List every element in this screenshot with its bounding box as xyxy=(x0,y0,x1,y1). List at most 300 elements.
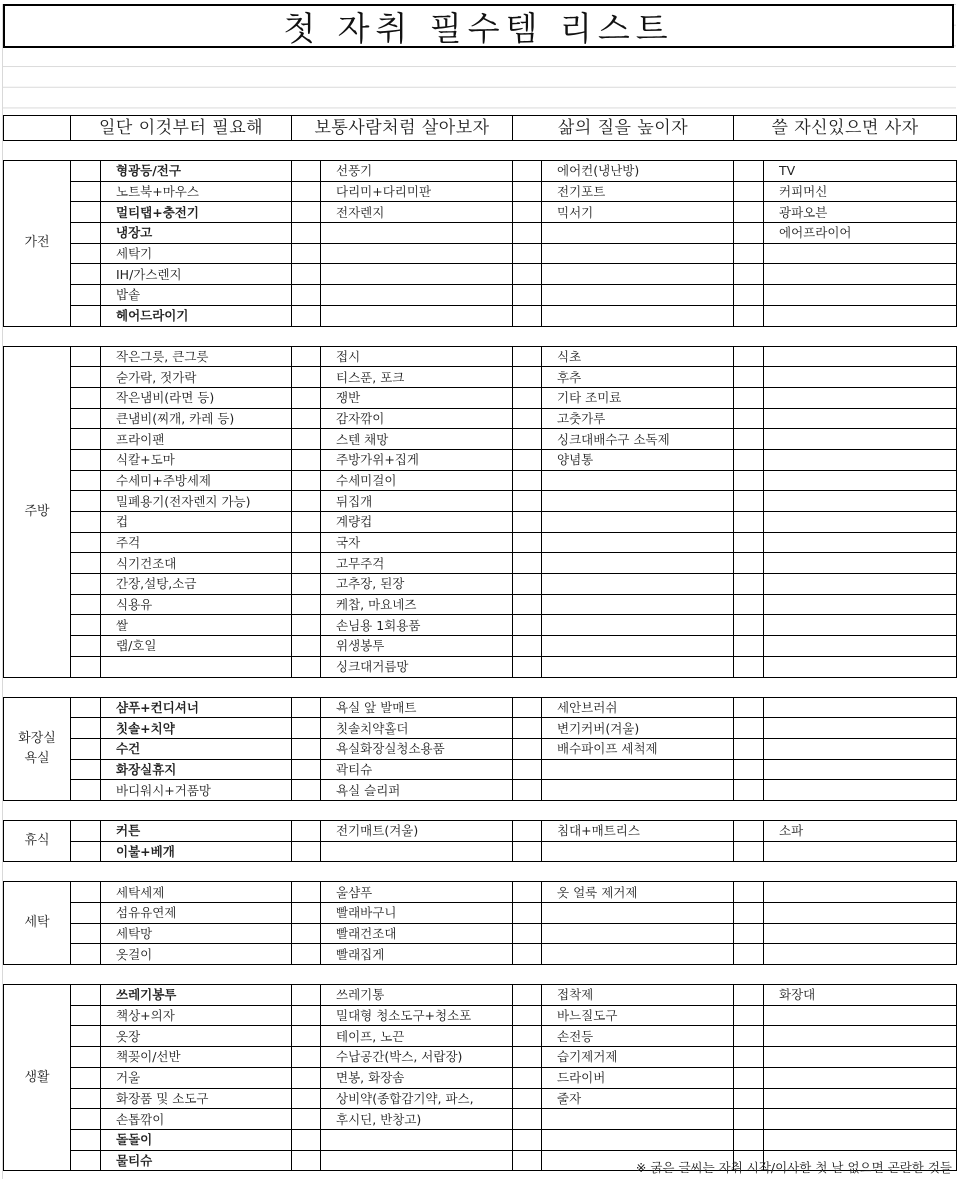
item-cell: 소파 xyxy=(764,820,957,841)
checkbox-cell[interactable] xyxy=(71,285,101,306)
category-label: 생활 xyxy=(4,985,71,1171)
checkbox-cell[interactable] xyxy=(734,1129,764,1150)
checkbox-cell[interactable] xyxy=(71,161,101,182)
table-row xyxy=(4,574,957,595)
table-row xyxy=(4,264,957,285)
checkbox-cell[interactable] xyxy=(292,923,321,944)
item-cell: 식칼+도마 xyxy=(101,449,292,470)
checkbox-cell[interactable] xyxy=(292,985,321,1006)
checkbox-cell[interactable] xyxy=(292,346,321,367)
checkbox-cell[interactable] xyxy=(71,243,101,264)
checkbox-cell[interactable] xyxy=(734,923,764,944)
item-cell: 화장품 및 소도구 xyxy=(101,1088,292,1109)
checkbox-cell[interactable] xyxy=(71,594,101,615)
checkbox-cell[interactable] xyxy=(292,553,321,574)
checkbox-cell[interactable] xyxy=(292,491,321,512)
checkbox-cell[interactable] xyxy=(513,697,542,718)
item-cell xyxy=(542,923,734,944)
item-cell: 침대+매트리스 xyxy=(542,820,734,841)
checkbox-cell[interactable] xyxy=(71,1150,101,1171)
checkbox-cell[interactable] xyxy=(734,1005,764,1026)
checkbox-cell[interactable] xyxy=(513,759,542,780)
checkbox-cell[interactable] xyxy=(71,1088,101,1109)
item-cell xyxy=(542,574,734,595)
checkbox-cell[interactable] xyxy=(71,387,101,408)
checkbox-cell[interactable] xyxy=(71,449,101,470)
item-cell xyxy=(764,1129,957,1150)
item-cell: 욕실 앞 발매트 xyxy=(321,697,513,718)
checkbox-cell[interactable] xyxy=(734,305,764,326)
item-cell: 뒤집개 xyxy=(321,491,513,512)
item-cell xyxy=(764,615,957,636)
checkbox-cell[interactable] xyxy=(734,780,764,801)
checkbox-cell[interactable] xyxy=(734,161,764,182)
checkbox-cell[interactable] xyxy=(513,408,542,429)
item-cell xyxy=(764,759,957,780)
item-cell: 스텐 채망 xyxy=(321,429,513,450)
checkbox-cell[interactable] xyxy=(513,553,542,574)
checkbox-cell[interactable] xyxy=(513,161,542,182)
checkbox-cell[interactable] xyxy=(71,367,101,388)
item-cell xyxy=(542,656,734,677)
checkbox-cell[interactable] xyxy=(513,387,542,408)
item-cell xyxy=(542,1129,734,1150)
checkbox-cell[interactable] xyxy=(734,346,764,367)
item-cell: 옷장 xyxy=(101,1026,292,1047)
item-cell: TV xyxy=(764,161,957,182)
checkbox-cell[interactable] xyxy=(292,738,321,759)
item-cell: 섬유유연제 xyxy=(101,903,292,924)
checkbox-cell[interactable] xyxy=(292,1129,321,1150)
checkbox-cell[interactable] xyxy=(513,574,542,595)
item-cell: 책꽂이/선반 xyxy=(101,1047,292,1068)
item-cell: 곽티슈 xyxy=(321,759,513,780)
item-cell xyxy=(764,264,957,285)
item-cell: 전기매트(겨울) xyxy=(321,820,513,841)
table-row xyxy=(4,305,957,326)
checkbox-cell[interactable] xyxy=(292,1026,321,1047)
item-cell: 에어컨(냉난방) xyxy=(542,161,734,182)
checkbox-cell[interactable] xyxy=(513,1088,542,1109)
checkbox-cell[interactable] xyxy=(71,1109,101,1130)
item-cell: 헤어드라이기 xyxy=(101,305,292,326)
table-row xyxy=(4,470,957,491)
checkbox-cell[interactable] xyxy=(513,1047,542,1068)
checkbox-cell[interactable] xyxy=(513,264,542,285)
checkbox-cell[interactable] xyxy=(513,594,542,615)
item-cell xyxy=(764,367,957,388)
checkbox-cell[interactable] xyxy=(513,429,542,450)
checkbox-cell[interactable] xyxy=(734,429,764,450)
checkbox-cell[interactable] xyxy=(71,841,101,862)
checkbox-cell[interactable] xyxy=(734,470,764,491)
checkbox-cell[interactable] xyxy=(292,532,321,553)
item-cell: 접착제 xyxy=(542,985,734,1006)
checkbox-cell[interactable] xyxy=(292,223,321,244)
checkbox-cell[interactable] xyxy=(71,512,101,533)
checkbox-cell[interactable] xyxy=(292,1005,321,1026)
header-corner xyxy=(4,116,71,141)
checkbox-cell[interactable] xyxy=(71,985,101,1006)
item-cell xyxy=(542,512,734,533)
item-cell: 칫솔+치약 xyxy=(101,718,292,739)
checkbox-cell[interactable] xyxy=(292,1088,321,1109)
checkbox-cell[interactable] xyxy=(292,429,321,450)
item-cell xyxy=(542,903,734,924)
checkbox-cell[interactable] xyxy=(71,882,101,903)
item-cell: 쓰레기봉투 xyxy=(101,985,292,1006)
checkbox-cell[interactable] xyxy=(513,615,542,636)
item-cell: 국자 xyxy=(321,532,513,553)
category-label: 휴식 xyxy=(4,820,71,861)
checkbox-cell[interactable] xyxy=(292,903,321,924)
checkbox-cell[interactable] xyxy=(71,615,101,636)
item-cell: 테이프, 노끈 xyxy=(321,1026,513,1047)
item-cell: 밥솥 xyxy=(101,285,292,306)
item-cell: 컵 xyxy=(101,512,292,533)
checkbox-cell[interactable] xyxy=(292,944,321,965)
item-cell xyxy=(764,738,957,759)
table-row xyxy=(4,841,957,862)
checkbox-cell[interactable] xyxy=(292,449,321,470)
checkbox-cell[interactable] xyxy=(292,718,321,739)
item-cell: 선풍기 xyxy=(321,161,513,182)
checkbox-cell[interactable] xyxy=(71,1129,101,1150)
item-cell: 프라이팬 xyxy=(101,429,292,450)
checkbox-cell[interactable] xyxy=(71,903,101,924)
spacer-cell xyxy=(4,677,957,697)
checkbox-cell[interactable] xyxy=(513,841,542,862)
checkbox-cell[interactable] xyxy=(513,1109,542,1130)
checkbox-cell[interactable] xyxy=(292,1109,321,1130)
item-cell xyxy=(764,408,957,429)
item-cell: 랩/호일 xyxy=(101,636,292,657)
checkbox-cell[interactable] xyxy=(734,574,764,595)
item-cell xyxy=(542,223,734,244)
checkbox-cell[interactable] xyxy=(292,820,321,841)
checkbox-cell[interactable] xyxy=(734,594,764,615)
item-cell: 식초 xyxy=(542,346,734,367)
checkbox-cell[interactable] xyxy=(292,1067,321,1088)
checkbox-cell[interactable] xyxy=(734,656,764,677)
checkbox-cell[interactable] xyxy=(292,243,321,264)
checkbox-cell[interactable] xyxy=(292,574,321,595)
checkbox-cell[interactable] xyxy=(513,181,542,202)
checkbox-cell[interactable] xyxy=(292,697,321,718)
item-cell xyxy=(542,944,734,965)
checkbox-cell[interactable] xyxy=(513,738,542,759)
checkbox-cell[interactable] xyxy=(734,285,764,306)
item-cell xyxy=(764,780,957,801)
spacer-cell xyxy=(4,965,957,985)
checkbox-cell[interactable] xyxy=(292,656,321,677)
item-cell: 면봉, 화장솜 xyxy=(321,1067,513,1088)
checkbox-cell[interactable] xyxy=(71,491,101,512)
checkbox-cell[interactable] xyxy=(513,512,542,533)
checkbox-cell[interactable] xyxy=(734,985,764,1006)
checkbox-cell[interactable] xyxy=(71,718,101,739)
item-cell: 빨래집게 xyxy=(321,944,513,965)
checkbox-cell[interactable] xyxy=(734,181,764,202)
spacer-cell xyxy=(4,800,957,820)
checkbox-cell[interactable] xyxy=(292,841,321,862)
item-cell xyxy=(764,656,957,677)
checkbox-cell[interactable] xyxy=(71,923,101,944)
checkbox-cell[interactable] xyxy=(292,882,321,903)
checkbox-cell[interactable] xyxy=(734,367,764,388)
table-row xyxy=(4,923,957,944)
column-header: 보통사람처럼 살아보자 xyxy=(292,116,513,141)
checkbox-cell[interactable] xyxy=(292,759,321,780)
checkbox-cell[interactable] xyxy=(71,697,101,718)
item-cell: 노트북+마우스 xyxy=(101,181,292,202)
item-cell: 고무주걱 xyxy=(321,553,513,574)
checkbox-cell[interactable] xyxy=(513,491,542,512)
checkbox-cell[interactable] xyxy=(734,512,764,533)
item-cell xyxy=(542,491,734,512)
checkbox-cell[interactable] xyxy=(513,1150,542,1171)
checkbox-cell[interactable] xyxy=(71,1067,101,1088)
checkbox-cell[interactable] xyxy=(292,780,321,801)
checkbox-cell[interactable] xyxy=(734,264,764,285)
checkbox-cell[interactable] xyxy=(513,1129,542,1150)
checkbox-cell[interactable] xyxy=(292,387,321,408)
checkbox-cell[interactable] xyxy=(734,223,764,244)
category-label: 화장실 욕실 xyxy=(4,697,71,800)
item-cell: IH/가스렌지 xyxy=(101,264,292,285)
checkbox-cell[interactable] xyxy=(71,223,101,244)
item-cell: 거울 xyxy=(101,1067,292,1088)
checkbox-cell[interactable] xyxy=(71,429,101,450)
table-row xyxy=(4,738,957,759)
checkbox-cell[interactable] xyxy=(513,532,542,553)
checkbox-cell[interactable] xyxy=(513,243,542,264)
item-cell xyxy=(764,1109,957,1130)
checkbox-cell[interactable] xyxy=(71,738,101,759)
checkbox-cell[interactable] xyxy=(513,285,542,306)
checkbox-cell[interactable] xyxy=(513,780,542,801)
table-row xyxy=(4,285,957,306)
item-cell xyxy=(542,1109,734,1130)
checkbox-cell[interactable] xyxy=(513,1005,542,1026)
checkbox-cell[interactable] xyxy=(71,944,101,965)
checkbox-cell[interactable] xyxy=(71,656,101,677)
checkbox-cell[interactable] xyxy=(292,202,321,223)
item-cell: 케찹, 마요네즈 xyxy=(321,594,513,615)
checkbox-cell[interactable] xyxy=(734,1109,764,1130)
checkbox-cell[interactable] xyxy=(513,346,542,367)
checkbox-cell[interactable] xyxy=(71,181,101,202)
checkbox-cell[interactable] xyxy=(734,759,764,780)
checkbox-cell[interactable] xyxy=(734,944,764,965)
checkbox-cell[interactable] xyxy=(71,346,101,367)
checkbox-cell[interactable] xyxy=(292,512,321,533)
item-cell xyxy=(764,923,957,944)
checkbox-cell[interactable] xyxy=(292,1047,321,1068)
table-row xyxy=(4,944,957,965)
checkbox-cell[interactable] xyxy=(71,305,101,326)
checkbox-cell[interactable] xyxy=(734,738,764,759)
item-cell: 작은냄비(라면 등) xyxy=(101,387,292,408)
checkbox-cell[interactable] xyxy=(734,1067,764,1088)
checkbox-cell[interactable] xyxy=(71,636,101,657)
checkbox-cell[interactable] xyxy=(513,202,542,223)
checkbox-cell[interactable] xyxy=(513,223,542,244)
checkbox-cell[interactable] xyxy=(734,532,764,553)
checkbox-cell[interactable] xyxy=(292,594,321,615)
item-cell xyxy=(764,491,957,512)
item-cell xyxy=(764,1067,957,1088)
checkbox-cell[interactable] xyxy=(513,636,542,657)
checkbox-cell[interactable] xyxy=(513,449,542,470)
column-header: 삶의 질을 높이자 xyxy=(513,116,734,141)
item-cell xyxy=(764,305,957,326)
table-row xyxy=(4,636,957,657)
item-cell: 싱크대거름망 xyxy=(321,656,513,677)
checkbox-cell[interactable] xyxy=(71,470,101,491)
checkbox-cell[interactable] xyxy=(292,470,321,491)
checkbox-cell[interactable] xyxy=(71,574,101,595)
item-cell xyxy=(321,1150,513,1171)
checkbox-cell[interactable] xyxy=(513,944,542,965)
checkbox-cell[interactable] xyxy=(734,903,764,924)
checkbox-cell[interactable] xyxy=(734,243,764,264)
item-cell xyxy=(542,243,734,264)
item-cell: 쓰레기통 xyxy=(321,985,513,1006)
checkbox-cell[interactable] xyxy=(292,264,321,285)
checkbox-cell[interactable] xyxy=(734,1026,764,1047)
checkbox-cell[interactable] xyxy=(292,181,321,202)
item-cell: 접시 xyxy=(321,346,513,367)
item-cell: 화장실휴지 xyxy=(101,759,292,780)
item-cell: 변기커버(겨울) xyxy=(542,718,734,739)
item-cell: 큰냄비(찌개, 카레 등) xyxy=(101,408,292,429)
item-cell xyxy=(542,553,734,574)
item-cell: 기타 조미료 xyxy=(542,387,734,408)
item-cell: 위생봉투 xyxy=(321,636,513,657)
checkbox-cell[interactable] xyxy=(292,408,321,429)
checkbox-cell[interactable] xyxy=(734,697,764,718)
item-cell: 샴푸+컨디셔너 xyxy=(101,697,292,718)
item-cell xyxy=(321,305,513,326)
table-row xyxy=(4,780,957,801)
item-cell: 빨래바구니 xyxy=(321,903,513,924)
checkbox-cell[interactable] xyxy=(292,305,321,326)
checkbox-cell[interactable] xyxy=(513,1026,542,1047)
checklist-table xyxy=(3,115,957,1171)
checkbox-cell[interactable] xyxy=(513,656,542,677)
checkbox-cell[interactable] xyxy=(292,161,321,182)
table-row xyxy=(4,759,957,780)
checkbox-cell[interactable] xyxy=(734,841,764,862)
checkbox-cell[interactable] xyxy=(734,408,764,429)
checkbox-cell[interactable] xyxy=(71,408,101,429)
item-cell xyxy=(764,1026,957,1047)
item-cell: 세탁세제 xyxy=(101,882,292,903)
checkbox-cell[interactable] xyxy=(734,1088,764,1109)
checkbox-cell[interactable] xyxy=(71,264,101,285)
item-cell xyxy=(764,594,957,615)
item-cell: 줄자 xyxy=(542,1088,734,1109)
checkbox-cell[interactable] xyxy=(513,903,542,924)
checkbox-cell[interactable] xyxy=(292,615,321,636)
checkbox-cell[interactable] xyxy=(734,882,764,903)
checkbox-cell[interactable] xyxy=(71,759,101,780)
checkbox-cell[interactable] xyxy=(513,985,542,1006)
category-label: 세탁 xyxy=(4,882,71,965)
checkbox-cell[interactable] xyxy=(734,1047,764,1068)
item-cell xyxy=(764,429,957,450)
checkbox-cell[interactable] xyxy=(734,636,764,657)
item-cell xyxy=(542,780,734,801)
checkbox-cell[interactable] xyxy=(292,285,321,306)
item-cell: 식기건조대 xyxy=(101,553,292,574)
checkbox-cell[interactable] xyxy=(513,923,542,944)
item-cell: 주걱 xyxy=(101,532,292,553)
item-cell xyxy=(764,1088,957,1109)
checkbox-cell[interactable] xyxy=(292,367,321,388)
checkbox-cell[interactable] xyxy=(734,387,764,408)
table-row xyxy=(4,1088,957,1109)
item-cell: 상비약(종합감기약, 파스, xyxy=(321,1088,513,1109)
checkbox-cell[interactable] xyxy=(734,449,764,470)
item-cell: 멀티탭+충전기 xyxy=(101,202,292,223)
checkbox-cell[interactable] xyxy=(71,1026,101,1047)
item-cell xyxy=(321,1129,513,1150)
checkbox-cell[interactable] xyxy=(734,615,764,636)
section-spacer xyxy=(4,677,957,697)
item-cell: 옷 얼룩 제거제 xyxy=(542,882,734,903)
checkbox-cell[interactable] xyxy=(734,820,764,841)
checkbox-cell[interactable] xyxy=(734,202,764,223)
item-cell: 울샴푸 xyxy=(321,882,513,903)
item-cell: 다리미+다리미판 xyxy=(321,181,513,202)
checkbox-cell[interactable] xyxy=(71,1005,101,1026)
section-spacer xyxy=(4,141,957,161)
checkbox-cell[interactable] xyxy=(71,1047,101,1068)
checkbox-cell[interactable] xyxy=(513,305,542,326)
checkbox-cell[interactable] xyxy=(71,202,101,223)
item-cell xyxy=(764,1005,957,1026)
checkbox-cell[interactable] xyxy=(71,553,101,574)
checkbox-cell[interactable] xyxy=(734,491,764,512)
checkbox-cell[interactable] xyxy=(71,532,101,553)
item-cell: 밀폐용기(전자렌지 가능) xyxy=(101,491,292,512)
checkbox-cell[interactable] xyxy=(513,367,542,388)
item-cell xyxy=(764,512,957,533)
checkbox-cell[interactable] xyxy=(292,1150,321,1171)
item-cell xyxy=(542,759,734,780)
section-spacer xyxy=(4,862,957,882)
checkbox-cell[interactable] xyxy=(734,553,764,574)
checkbox-cell[interactable] xyxy=(734,718,764,739)
table-row xyxy=(4,903,957,924)
item-cell xyxy=(542,285,734,306)
item-cell: 욕실 슬리퍼 xyxy=(321,780,513,801)
table-row xyxy=(4,882,957,903)
checkbox-cell[interactable] xyxy=(292,636,321,657)
checkbox-cell[interactable] xyxy=(71,780,101,801)
checkbox-cell[interactable] xyxy=(513,820,542,841)
checkbox-cell[interactable] xyxy=(513,1067,542,1088)
checkbox-cell[interactable] xyxy=(513,882,542,903)
checkbox-cell[interactable] xyxy=(71,820,101,841)
checkbox-cell[interactable] xyxy=(513,718,542,739)
checkbox-cell[interactable] xyxy=(513,470,542,491)
table-row xyxy=(4,615,957,636)
spacer-cell xyxy=(4,326,957,346)
item-cell xyxy=(764,697,957,718)
